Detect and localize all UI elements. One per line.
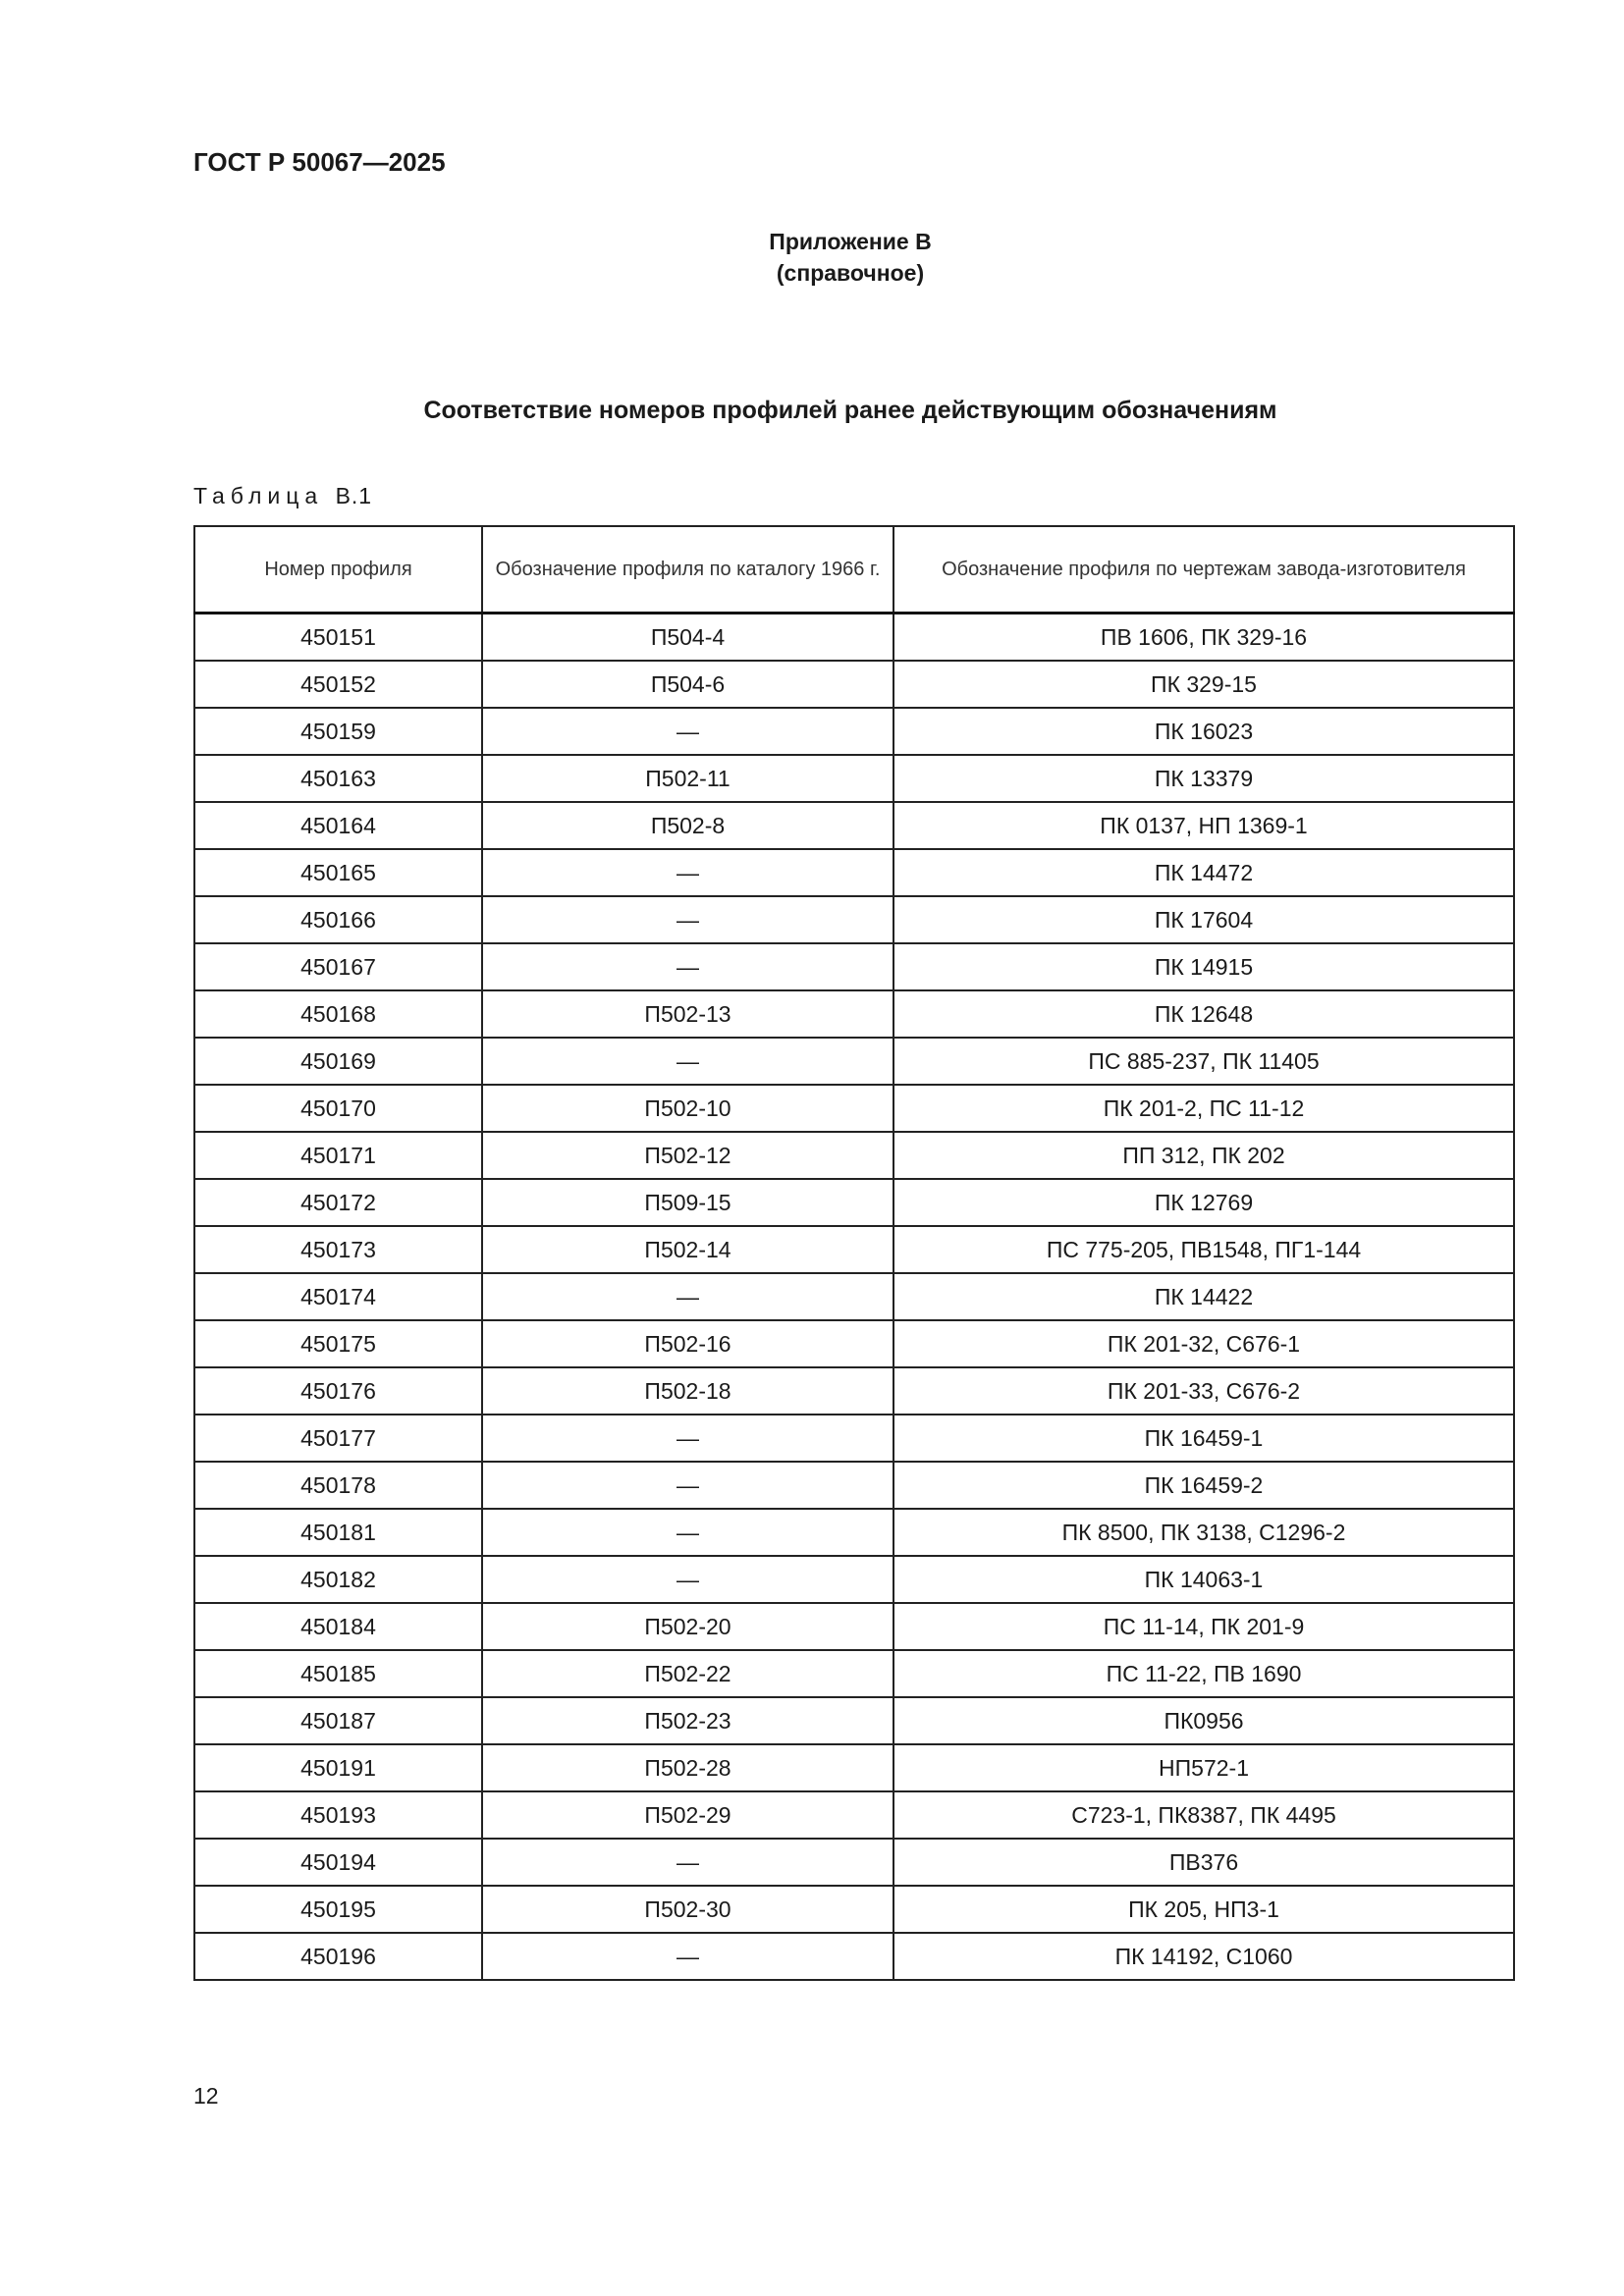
cell-catalog-1966: — [482,1556,893,1603]
table-row [194,1839,1514,1886]
cell-catalog-1966: П502-28 [482,1744,893,1791]
cell-catalog-1966: П502-29 [482,1791,893,1839]
cell-profile-number: 450172 [194,1179,482,1226]
cell-catalog-1966: П502-16 [482,1320,893,1367]
table-row [194,896,1514,943]
column-header-profile-number: Номер профиля [194,526,482,614]
table-row [194,1886,1514,1933]
appendix-title: Приложение В [769,229,932,254]
cell-factory-drawings: ПП 312, ПК 202 [893,1132,1514,1179]
cell-profile-number: 450196 [194,1933,482,1980]
cell-factory-drawings: ПК 201-33, С676-2 [893,1367,1514,1415]
cell-profile-number: 450152 [194,661,482,708]
cell-catalog-1966: П509-15 [482,1179,893,1226]
cell-profile-number: 450177 [194,1415,482,1462]
cell-catalog-1966: П502-11 [482,755,893,802]
cell-catalog-1966: П502-18 [482,1367,893,1415]
cell-factory-drawings: ПК 12769 [893,1179,1514,1226]
cell-catalog-1966: — [482,943,893,990]
cell-profile-number: 450185 [194,1650,482,1697]
cell-profile-number: 450187 [194,1697,482,1744]
cell-catalog-1966: П504-4 [482,614,893,662]
table-row [194,661,1514,708]
table-caption [193,483,372,509]
cell-factory-drawings: ПС 775-205, ПВ1548, ПГ1-144 [893,1226,1514,1273]
cell-profile-number: 450170 [194,1085,482,1132]
cell-catalog-1966: П502-22 [482,1650,893,1697]
cell-catalog-1966: П502-13 [482,990,893,1038]
table-row [194,1791,1514,1839]
cell-factory-drawings: ПК 16023 [893,708,1514,755]
table-row [194,1462,1514,1509]
cell-catalog-1966: П502-14 [482,1226,893,1273]
cell-profile-number: 450181 [194,1509,482,1556]
cell-profile-number: 450194 [194,1839,482,1886]
cell-profile-number: 450173 [194,1226,482,1273]
table-row [194,1415,1514,1462]
cell-catalog-1966: — [482,708,893,755]
cell-profile-number: 450195 [194,1886,482,1933]
cell-profile-number: 450151 [194,614,482,662]
table-row [194,1933,1514,1980]
cell-factory-drawings: ПК 14192, С1060 [893,1933,1514,1980]
table-row [194,614,1514,662]
cell-profile-number: 450174 [194,1273,482,1320]
table-row [194,1132,1514,1179]
table-row [194,1179,1514,1226]
cell-factory-drawings: ПК 13379 [893,755,1514,802]
table-row [194,1744,1514,1791]
cell-profile-number: 450184 [194,1603,482,1650]
cell-factory-drawings: ПК 201-2, ПС 11-12 [893,1085,1514,1132]
table-row [194,1226,1514,1273]
cell-profile-number: 450175 [194,1320,482,1367]
appendix-subtitle: (справочное) [776,260,925,286]
cell-factory-drawings: ПК 0137, НП 1369-1 [893,802,1514,849]
cell-factory-drawings: ПК 14472 [893,849,1514,896]
table-row [194,708,1514,755]
cell-factory-drawings: ПК0956 [893,1697,1514,1744]
column-header-factory-drawings: Обозначение профиля по чертежам завода-изготовителя [893,526,1514,614]
cell-profile-number: 450171 [194,1132,482,1179]
table-row [194,755,1514,802]
cell-catalog-1966: — [482,1933,893,1980]
profile-correspondence-table [193,525,1515,1981]
cell-catalog-1966: П502-8 [482,802,893,849]
table-row [194,1509,1514,1556]
table-caption-label: Таблица [193,483,324,508]
cell-factory-drawings: ПК 201-32, С676-1 [893,1320,1514,1367]
cell-catalog-1966: П504-6 [482,661,893,708]
cell-catalog-1966: П502-10 [482,1085,893,1132]
table-row [194,943,1514,990]
table-row [194,1367,1514,1415]
cell-factory-drawings: ПК 16459-2 [893,1462,1514,1509]
table-row [194,1697,1514,1744]
cell-catalog-1966: П502-12 [482,1132,893,1179]
cell-factory-drawings: ПС 11-22, ПВ 1690 [893,1650,1514,1697]
cell-factory-drawings: С723-1, ПК8387, ПК 4495 [893,1791,1514,1839]
cell-factory-drawings: ПК 12648 [893,990,1514,1038]
cell-factory-drawings: ПС 11-14, ПК 201-9 [893,1603,1514,1650]
table-row [194,1603,1514,1650]
cell-factory-drawings: ПК 8500, ПК 3138, С1296-2 [893,1509,1514,1556]
cell-profile-number: 450163 [194,755,482,802]
cell-catalog-1966: П502-23 [482,1697,893,1744]
cell-catalog-1966: П502-20 [482,1603,893,1650]
column-header-catalog-1966: Обозначение профиля по каталогу 1966 г. [482,526,893,614]
cell-profile-number: 450182 [194,1556,482,1603]
cell-catalog-1966: — [482,1509,893,1556]
table-row [194,990,1514,1038]
table-row [194,1038,1514,1085]
cell-catalog-1966: — [482,1462,893,1509]
cell-profile-number: 450191 [194,1744,482,1791]
cell-catalog-1966: — [482,849,893,896]
cell-factory-drawings: ПК 17604 [893,896,1514,943]
cell-catalog-1966: — [482,896,893,943]
cell-factory-drawings: ПК 205, НП3-1 [893,1886,1514,1933]
cell-factory-drawings: ПК 14915 [893,943,1514,990]
cell-factory-drawings: НП572-1 [893,1744,1514,1791]
cell-catalog-1966: П502-30 [482,1886,893,1933]
cell-catalog-1966: — [482,1415,893,1462]
cell-profile-number: 450176 [194,1367,482,1415]
cell-catalog-1966: — [482,1273,893,1320]
cell-profile-number: 450159 [194,708,482,755]
page-number: 12 [193,2083,219,2109]
table-header-row [194,526,1514,614]
cell-factory-drawings: ПК 14063-1 [893,1556,1514,1603]
cell-profile-number: 450166 [194,896,482,943]
cell-factory-drawings: ПВ 1606, ПК 329-16 [893,614,1514,662]
cell-factory-drawings: ПК 14422 [893,1273,1514,1320]
table-body [194,614,1514,1981]
cell-profile-number: 450178 [194,1462,482,1509]
table-caption-number: В.1 [335,483,373,508]
table-row [194,1650,1514,1697]
cell-catalog-1966: — [482,1038,893,1085]
section-title: Соответствие номеров профилей ранее действующим обозначениям [423,397,1277,424]
cell-profile-number: 450165 [194,849,482,896]
appendix-heading [0,226,1624,289]
cell-profile-number: 450168 [194,990,482,1038]
cell-factory-drawings: ПВ376 [893,1839,1514,1886]
cell-factory-drawings: ПК 329-15 [893,661,1514,708]
table-row [194,802,1514,849]
cell-catalog-1966: — [482,1839,893,1886]
table-row [194,1085,1514,1132]
document-code: ГОСТ Р 50067—2025 [193,147,446,177]
cell-profile-number: 450193 [194,1791,482,1839]
table-row [194,1556,1514,1603]
cell-profile-number: 450169 [194,1038,482,1085]
cell-factory-drawings: ПС 885-237, ПК 11405 [893,1038,1514,1085]
cell-profile-number: 450167 [194,943,482,990]
cell-factory-drawings: ПК 16459-1 [893,1415,1514,1462]
table-row [194,1320,1514,1367]
cell-profile-number: 450164 [194,802,482,849]
table-row [194,849,1514,896]
table-row [194,1273,1514,1320]
